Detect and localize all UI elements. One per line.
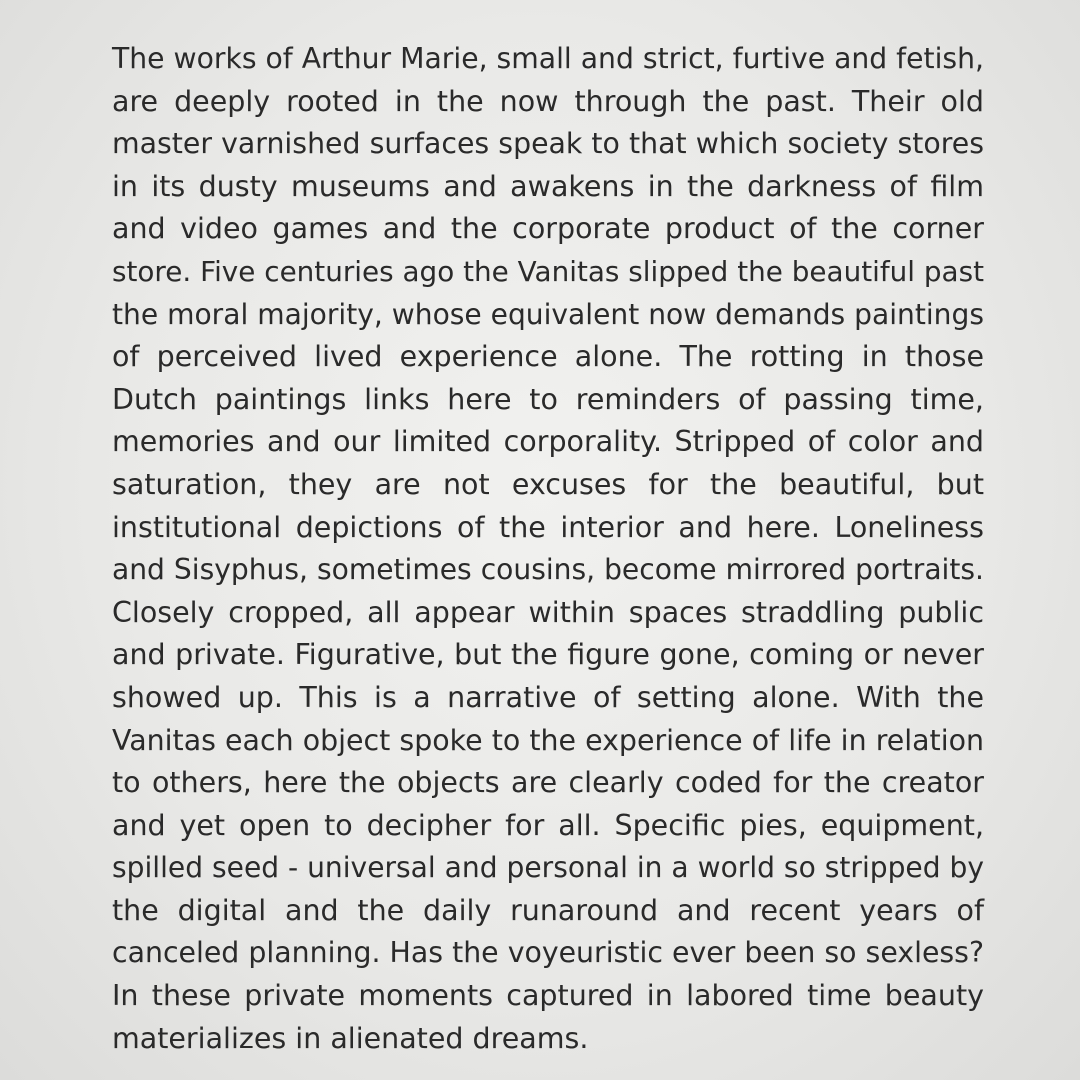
text-line: In these private moments captured in labored time beauty [112, 979, 984, 1013]
text-line: saturation, they are not excuses for the beautiful, but [112, 467, 984, 501]
text-line: Closely cropped, all appear within spaces straddling public [112, 595, 984, 629]
text-line: materializes in alienated dreams. [112, 1021, 589, 1055]
text-line: and yet open to decipher for all. Specific pies, equipment, [112, 808, 984, 842]
text-line: to others, here the objects are clearly coded for the creator [112, 766, 984, 800]
text-line: are deeply rooted in the now through the past. Their old [112, 84, 984, 118]
text-line: in its dusty museums and awakens in the darkness of film [112, 169, 984, 203]
text-line: and private. Figurative, but the figure gone, coming or never [112, 638, 984, 672]
text-line: showed up. This is a narrative of setting alone. With the [112, 680, 984, 714]
text-line: memories and our limited corporality. Stripped of color and [112, 425, 984, 459]
text-line: spilled seed - universal and personal in a world so stripped by [112, 851, 984, 885]
text-line: Vanitas each object spoke to the experience of life in relation [112, 723, 984, 757]
text-line: the moral majority, whose equivalent now demands paintings [112, 297, 984, 331]
text-line: and Sisyphus, sometimes cousins, become mirrored portraits. [112, 553, 984, 587]
text-line: and video games and the corporate product of the corner [112, 212, 984, 246]
text-line: store. Five centuries ago the Vanitas slipped the beautiful past [112, 254, 984, 288]
text-line: of perceived lived experience alone. The rotting in those [112, 340, 984, 374]
body-paragraph [112, 38, 984, 1060]
text-line: institutional depictions of the interior and here. Loneliness [112, 510, 984, 544]
text-line: The works of Arthur Marie, small and strict, furtive and fetish, [112, 42, 984, 75]
text-line: canceled planning. Has the voyeuristic ever been so sexless? [112, 936, 984, 970]
text-line: Dutch paintings links here to reminders of passing time, [112, 382, 984, 416]
text-line: master varnished surfaces speak to that which society stores [112, 127, 984, 161]
text-line: the digital and the daily runaround and recent years of [112, 893, 984, 927]
